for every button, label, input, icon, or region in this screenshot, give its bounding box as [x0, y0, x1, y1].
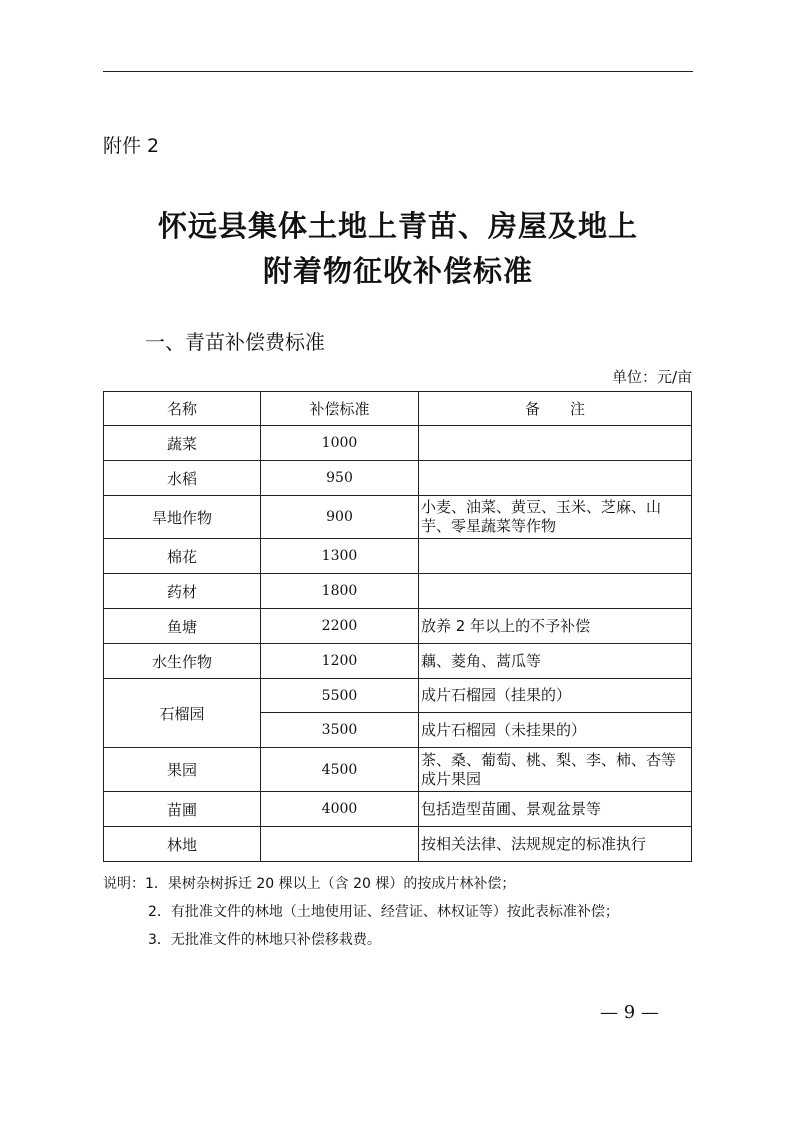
row-name: 鱼塘	[104, 609, 261, 644]
row-standard: 1000	[261, 426, 419, 461]
document-title-line-1: 怀远县集体土地上青苗、房屋及地上	[157, 209, 638, 243]
row-name: 水稻	[104, 461, 261, 496]
row-remarks: 成片石榴园（挂果的）	[419, 679, 692, 713]
row-remarks: 按相关法律、法规规定的标准执行	[419, 827, 692, 862]
row-name: 棉花	[104, 539, 261, 574]
row-name: 苗圃	[104, 792, 261, 827]
row-standard: 1200	[261, 644, 419, 679]
table-row	[104, 461, 692, 496]
row-remarks	[419, 426, 692, 461]
compensation-table	[103, 391, 692, 862]
row-standard: 5500	[261, 679, 419, 713]
row-standard: 950	[261, 461, 419, 496]
table-header-row	[104, 392, 692, 426]
note-item: 2．有批准文件的林地（土地使用证、经营证、林权证等）按此表标准补偿；	[148, 904, 619, 920]
table-row	[104, 426, 692, 461]
header-name: 名称	[104, 392, 261, 426]
row-remarks: 小麦、油菜、黄豆、玉米、芝麻、山芋、零星蔬菜等作物	[419, 496, 692, 539]
row-name: 旱地作物	[104, 496, 261, 539]
row-standard: 1800	[261, 574, 419, 609]
row-remarks	[419, 539, 692, 574]
row-remarks: 成片石榴园（未挂果的）	[419, 713, 692, 748]
document-title-line-2: 附着物征收补偿标准	[262, 254, 533, 288]
unit-label: 单位：元/亩	[611, 368, 692, 386]
row-name: 果园	[104, 748, 261, 792]
table-row	[104, 496, 692, 539]
table-row	[104, 792, 692, 827]
row-standard: 900	[261, 496, 419, 539]
notes-block	[103, 870, 619, 954]
row-remarks	[419, 574, 692, 609]
header-standard: 补偿标准	[261, 392, 419, 426]
row-standard: 2200	[261, 609, 419, 644]
section-heading: 一、青苗补偿费标准	[145, 330, 325, 354]
table-row	[104, 539, 692, 574]
row-remarks: 藕、菱角、蒿瓜等	[419, 644, 692, 679]
page-number: — 9 —	[600, 1002, 659, 1023]
table-row	[104, 574, 692, 609]
row-name: 水生作物	[104, 644, 261, 679]
note-item: 3．无批准文件的林地只补偿移栽费。	[148, 932, 381, 948]
row-remarks: 放养 2 年以上的不予补偿	[419, 609, 692, 644]
row-standard: 4500	[261, 748, 419, 792]
row-standard: 4000	[261, 792, 419, 827]
row-name-merged: 石榴园	[104, 679, 261, 748]
row-standard: 3500	[261, 713, 419, 748]
row-remarks	[419, 461, 692, 496]
header-remarks: 备 注	[419, 392, 692, 426]
row-remarks: 茶、桑、葡萄、桃、梨、李、柿、杏等成片果园	[419, 748, 692, 792]
row-name: 蔬菜	[104, 426, 261, 461]
table-row	[104, 679, 692, 713]
table-row	[104, 827, 692, 862]
header-rule	[103, 71, 693, 72]
attachment-label: 附件 2	[103, 135, 160, 157]
row-name: 药材	[104, 574, 261, 609]
row-name: 林地	[104, 827, 261, 862]
table-row	[104, 748, 692, 792]
row-remarks: 包括造型苗圃、景观盆景等	[419, 792, 692, 827]
row-standard	[261, 827, 419, 862]
note-item: 说明：1．果树杂树拆迁 20 棵以上（含 20 棵）的按成片林补偿；	[103, 876, 516, 892]
table-row	[104, 609, 692, 644]
table-row	[104, 644, 692, 679]
row-standard: 1300	[261, 539, 419, 574]
